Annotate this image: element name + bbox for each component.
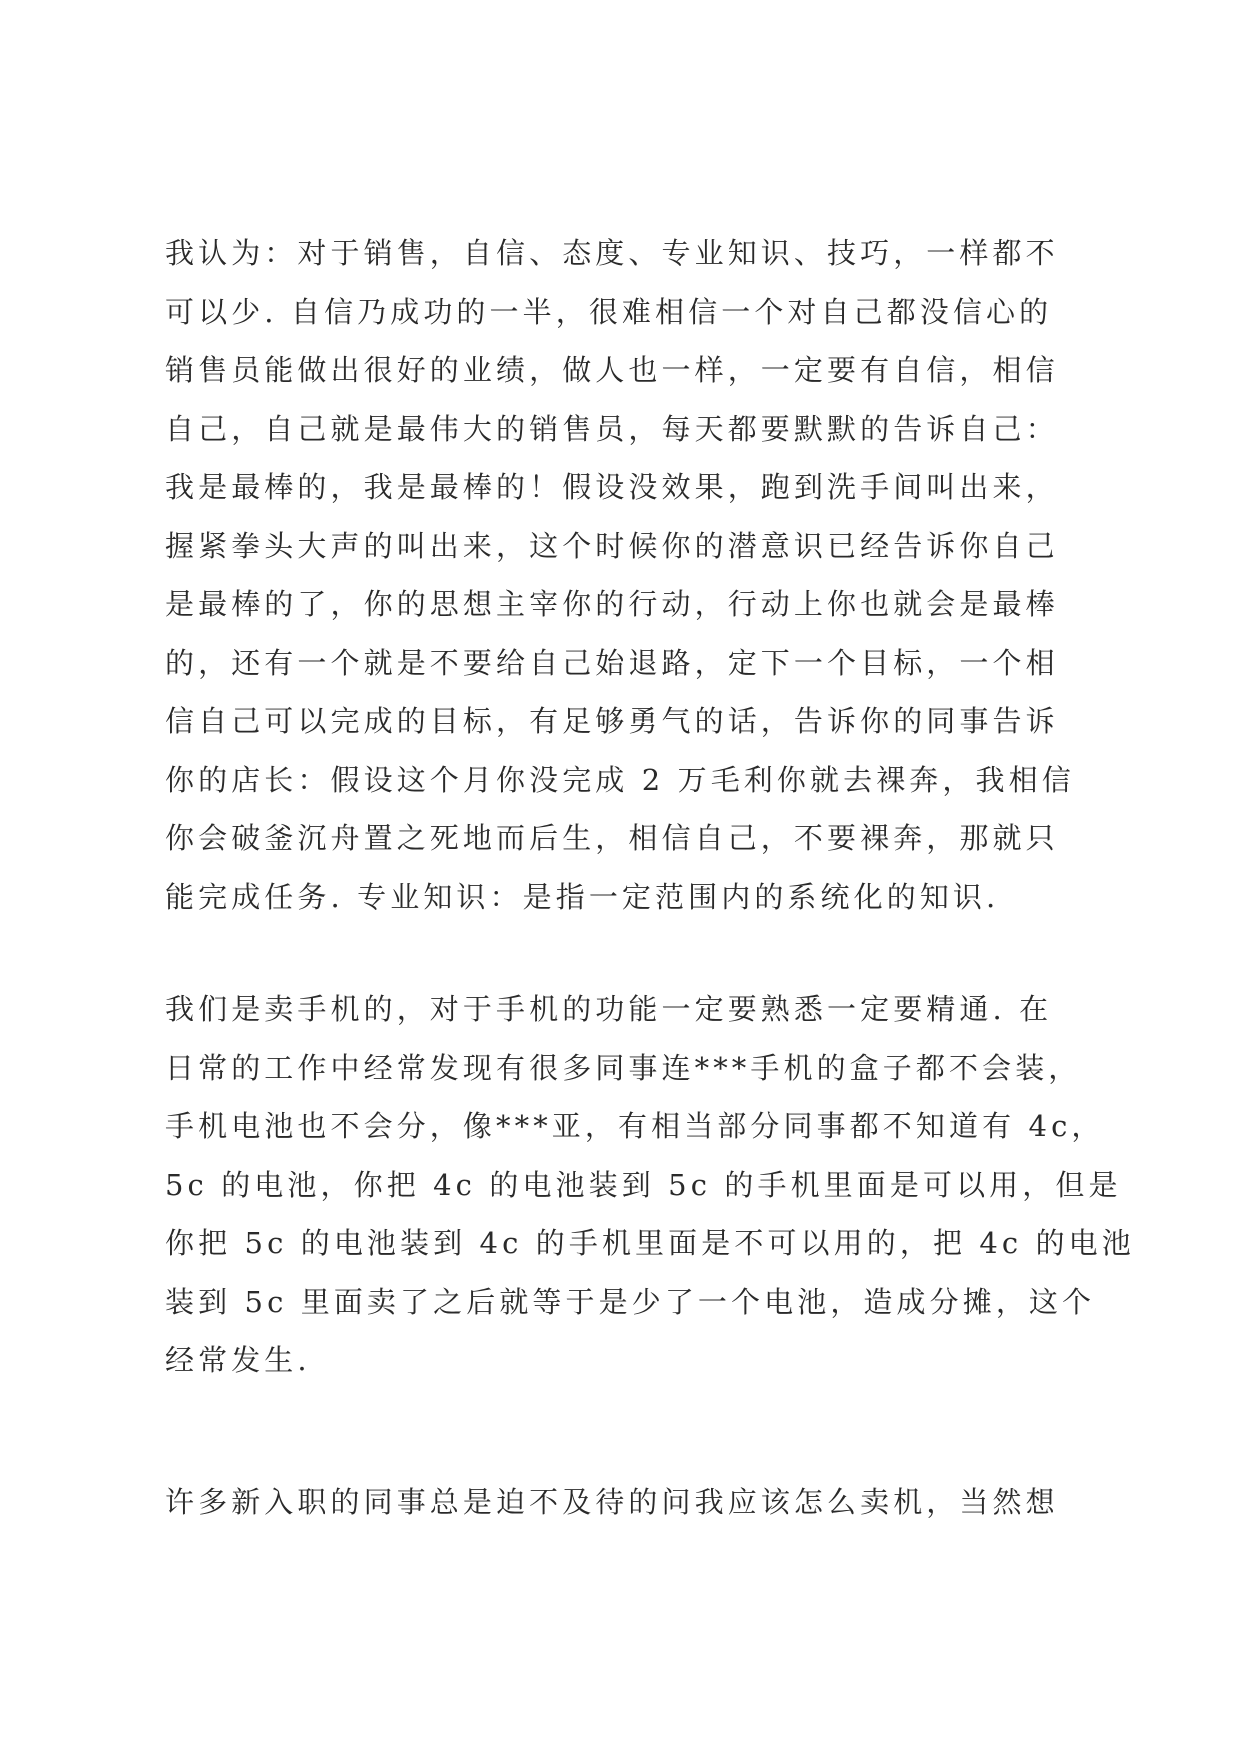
text-line: 你把 5c 的电池装到 4c 的手机里面是不可以用的，把 4c 的电池 xyxy=(165,1226,1135,1260)
text-line: 我们是卖手机的，对于手机的功能一定要熟悉一定要精通. 在 xyxy=(165,992,1053,1026)
text-line: 日常的工作中经常发现有很多同事连***手机的盒子都不会装， xyxy=(165,1050,1082,1085)
text-line: 你的店长：假设这个月你没完成 2 万毛利你就去裸奔，我相信 xyxy=(165,762,1075,797)
text-line: 手机电池也不会分，像***亚，有相当部分同事都不知道有 4c， xyxy=(165,1109,1105,1143)
paragraph-phone-knowledge xyxy=(165,980,1135,1390)
text-line: 我认为：对于销售，自信、态度、专业知识、技巧，一样都不 xyxy=(165,236,1059,270)
text-line: 经常发生. xyxy=(165,1343,311,1377)
text-line: 信自己可以完成的目标，有足够勇气的话，告诉你的同事告诉 xyxy=(165,704,1059,738)
text-line: 可以少. 自信乃成功的一半，很难相信一个对自己都没信心的 xyxy=(165,294,1053,329)
text-line: 能完成任务. 专业知识：是指一定范围内的系统化的知识. xyxy=(165,879,1000,914)
paragraph-sales-attitude xyxy=(165,224,1077,926)
text-line: 握紧拳头大声的叫出来，这个时候你的潜意识已经告诉你自己 xyxy=(165,528,1059,563)
text-line: 我是最棒的，我是最棒的！假设没效果，跑到洗手间叫出来， xyxy=(165,470,1059,504)
text-line: 你会破釜沉舟置之死地而后生，相信自己，不要裸奔，那就只 xyxy=(165,821,1059,855)
text-line: 的，还有一个就是不要给自己始退路，定下一个目标，一个相 xyxy=(165,645,1059,680)
text-line: 5c 的电池，你把 4c 的电池装到 5c 的手机里面是可以用，但是 xyxy=(165,1167,1122,1202)
text-line: 装到 5c 里面卖了之后就等于是少了一个电池，造成分摊，这个 xyxy=(165,1284,1096,1319)
text-line: 销售员能做出很好的业绩，做人也一样，一定要有自信，相信 xyxy=(165,353,1059,387)
paragraph-new-colleagues xyxy=(165,1473,1077,1532)
text-line: 自己，自己就是最伟大的销售员，每天都要默默的告诉自己： xyxy=(165,411,1059,446)
text-line: 是最棒的了，你的思想主宰你的行动，行动上你也就会是最棒 xyxy=(165,587,1059,621)
text-line: 许多新入职的同事总是迫不及待的问我应该怎么卖机，当然想 xyxy=(165,1485,1059,1519)
